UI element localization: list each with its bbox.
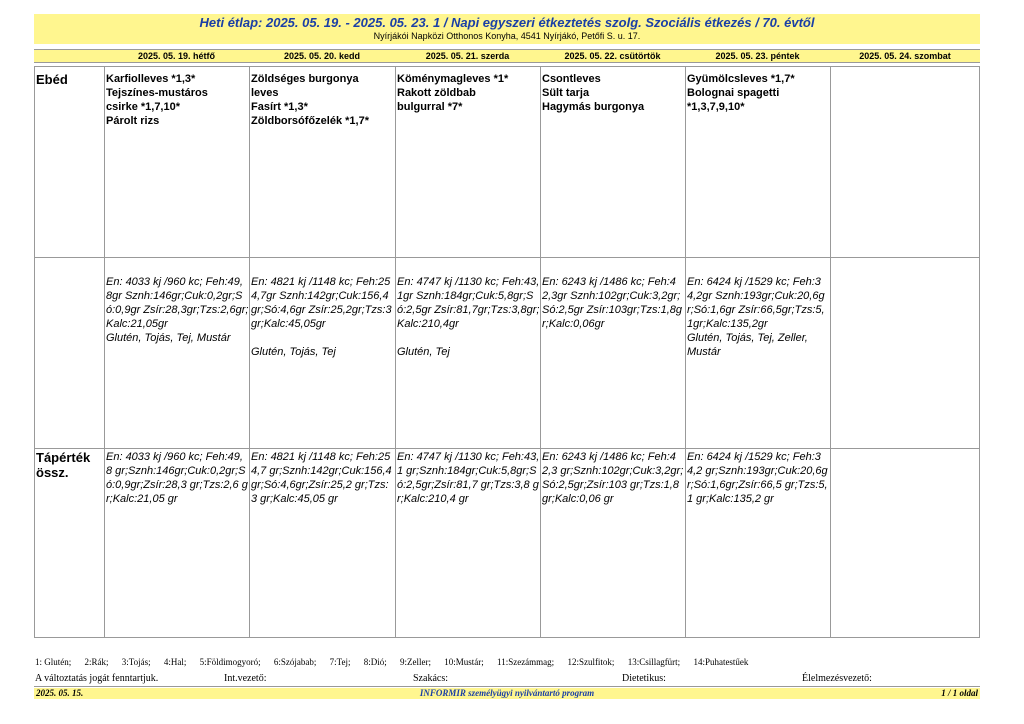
meal-cell: Zöldséges burgonya leves Fasírt *1,3* Zöldborsófőzelék *1,7*: [251, 73, 369, 127]
allergen-list: Glutén, Tojás, Tej, Mustár: [106, 332, 231, 344]
day-header-row: [34, 49, 980, 63]
nutrition-cell: [542, 275, 685, 331]
row-label-lunch: Ebéd: [36, 72, 68, 87]
nutrition-cell: [106, 275, 249, 345]
signature-catering-head: Élelmezésvezető:: [802, 673, 872, 684]
meal-cell: Csontleves Sült tarja Hagymás burgonya: [542, 73, 645, 113]
rights-reserved-note: A változtatás jogát fenntartjuk.: [35, 673, 159, 684]
day-header: 2025. 05. 19. hétfő: [137, 51, 216, 61]
legend-item: 8:Dió;: [363, 657, 387, 667]
page-title: Heti étlap: 2025. 05. 19. - 2025. 05. 23. 1 / Napi egyszeri étkeztetés szolg. Szociális étkezés / 70. évtől: [199, 15, 815, 30]
nutrition-values: En: 6424 kj /1529 kc; Feh:34,2gr Sznh:193gr;Cuk:20,6gr;Só:1,6gr Zsír:66,5gr;Tzs:5,1gr;Kalc:135,2gr: [687, 276, 825, 330]
allergen-list: Glutén, Tej: [397, 346, 450, 358]
meal-cell: Karfiolleves *1,3* Tejszínes-mustáros csirke *1,7,10* Párolt rizs: [106, 73, 208, 127]
nutrition-summary-cell: En: 4747 kj /1130 kc; Feh:43,1 gr;Sznh:184gr;Cuk:5,8gr;Só:2,5gr;Zsír:81,7 gr;Tzs:3,8 gr;Kalc:210,4 gr: [397, 451, 540, 505]
day-header: 2025. 05. 21. szerda: [425, 51, 510, 61]
nutrition-cell: [251, 275, 394, 359]
nutrition-cell: [687, 275, 830, 359]
legend-item: 6:Szójabab;: [273, 657, 317, 667]
page-number: 1 / 1 oldal: [941, 688, 978, 698]
legend-item: 1: Glutén;: [35, 657, 72, 667]
nutrition-values: En: 4747 kj /1130 kc; Feh:43,1gr Sznh:184gr;Cuk:5,8gr;Só:2,5gr Zsír:81,7gr;Tzs:3,8gr;Kalc:210,4gr: [397, 276, 540, 330]
footer-bar: [34, 688, 980, 699]
legend-item: 9:Zeller;: [400, 657, 432, 667]
legend-item: 2:Rák;: [84, 657, 109, 667]
nutrition-cell: [397, 275, 540, 359]
nutrition-values: En: 6243 kj /1486 kc; Feh:42,3gr Sznh:102gr;Cuk:3,2gr;Só:2,5gr Zsír:103gr;Tzs:1,8gr;Kalc:0,06gr: [542, 276, 683, 330]
legend-item: 3:Tojás;: [121, 657, 151, 667]
nutrition-summary-cell: En: 4033 kj /960 kc; Feh:49,8 gr;Sznh:146gr;Cuk:0,2gr;Só:0,9gr;Zsír:28,3 gr;Tzs:2,6 gr;Kalc:21,05 gr: [106, 451, 248, 505]
legend-item: 7:Tej;: [329, 657, 351, 667]
nutrition-summary-cell: En: 6243 kj /1486 kc; Feh:42,3 gr;Sznh:102gr;Cuk:3,2gr;Só:2,5gr;Zsír:103 gr;Tzs:1,8 gr;Kalc:0,06 gr: [542, 451, 684, 505]
nutrition-values: En: 4033 kj /960 kc; Feh:49,8gr Sznh:146gr;Cuk:0,2gr;Só:0,9gr Zsír:28,3gr;Tzs:2,6gr;Kalc:21,05gr: [106, 276, 249, 330]
row-label-nutrition-summary: Tápérték össz.: [36, 450, 91, 480]
legend-item: 14:Puhatestűek: [693, 657, 749, 667]
signature-dietitian: Dietetikus:: [622, 673, 666, 684]
nutrition-summary-cell: En: 4821 kj /1148 kc; Feh:254,7 gr;Sznh:142gr;Cuk:156,4gr;Só:4,6gr;Zsír:25,2 gr;Tzs:3 gr;Kalc:45,05 gr: [251, 451, 392, 505]
meal-cell: Gyümölcsleves *1,7* Bolognai spagetti *1,3,7,9,10*: [687, 73, 795, 113]
allergen-list: Glutén, Tojás, Tej: [251, 346, 336, 358]
legend-item: 11:Szezámmag;: [497, 657, 555, 667]
allergen-list: Glutén, Tojás, Tej, Zeller, Mustár: [687, 332, 808, 358]
legend-item: 10:Mustár;: [444, 657, 484, 667]
institution-address: Nyírjákói Napközi Otthonos Konyha, 4541 Nyírjákó, Petőfi S. u. 17.: [373, 31, 641, 41]
signature-cook: Szakács:: [413, 673, 448, 684]
meal-cell: Köménymagleves *1* Rakott zöldbab bulgurral *7*: [397, 73, 509, 113]
legend-item: 13:Csillagfürt;: [627, 657, 681, 667]
legend-item: 5:Földimogyoró;: [199, 657, 261, 667]
nutrition-summary-cell: En: 6424 kj /1529 kc; Feh:34,2 gr;Sznh:193gr;Cuk:20,6gr;Só:1,6gr;Zsír:66,5 gr;Tzs:5,1 gr;Kalc:135,2 gr: [687, 451, 828, 505]
legend-item: 12:Szulfitok;: [567, 657, 615, 667]
day-header: 2025. 05. 20. kedd: [283, 51, 361, 61]
print-date: 2025. 05. 15.: [36, 688, 84, 698]
day-header: 2025. 05. 22. csütörtök: [564, 51, 661, 61]
day-header: 2025. 05. 24. szombat: [859, 51, 951, 61]
day-header: 2025. 05. 23. péntek: [715, 51, 800, 61]
title-band: [34, 14, 980, 44]
nutrition-values: En: 4821 kj /1148 kc; Feh:254,7gr Sznh:142gr;Cuk:156,4gr;Só:4,6gr Zsír:25,2gr;Tzs:3gr;Kalc:45,05gr: [251, 276, 392, 330]
allergen-legend: [35, 657, 759, 667]
program-name: INFORMIR személyügyi nyilvántartó program: [419, 688, 595, 698]
legend-item: 4:Hal;: [163, 657, 187, 667]
signature-manager: Int.vezető:: [224, 673, 267, 684]
